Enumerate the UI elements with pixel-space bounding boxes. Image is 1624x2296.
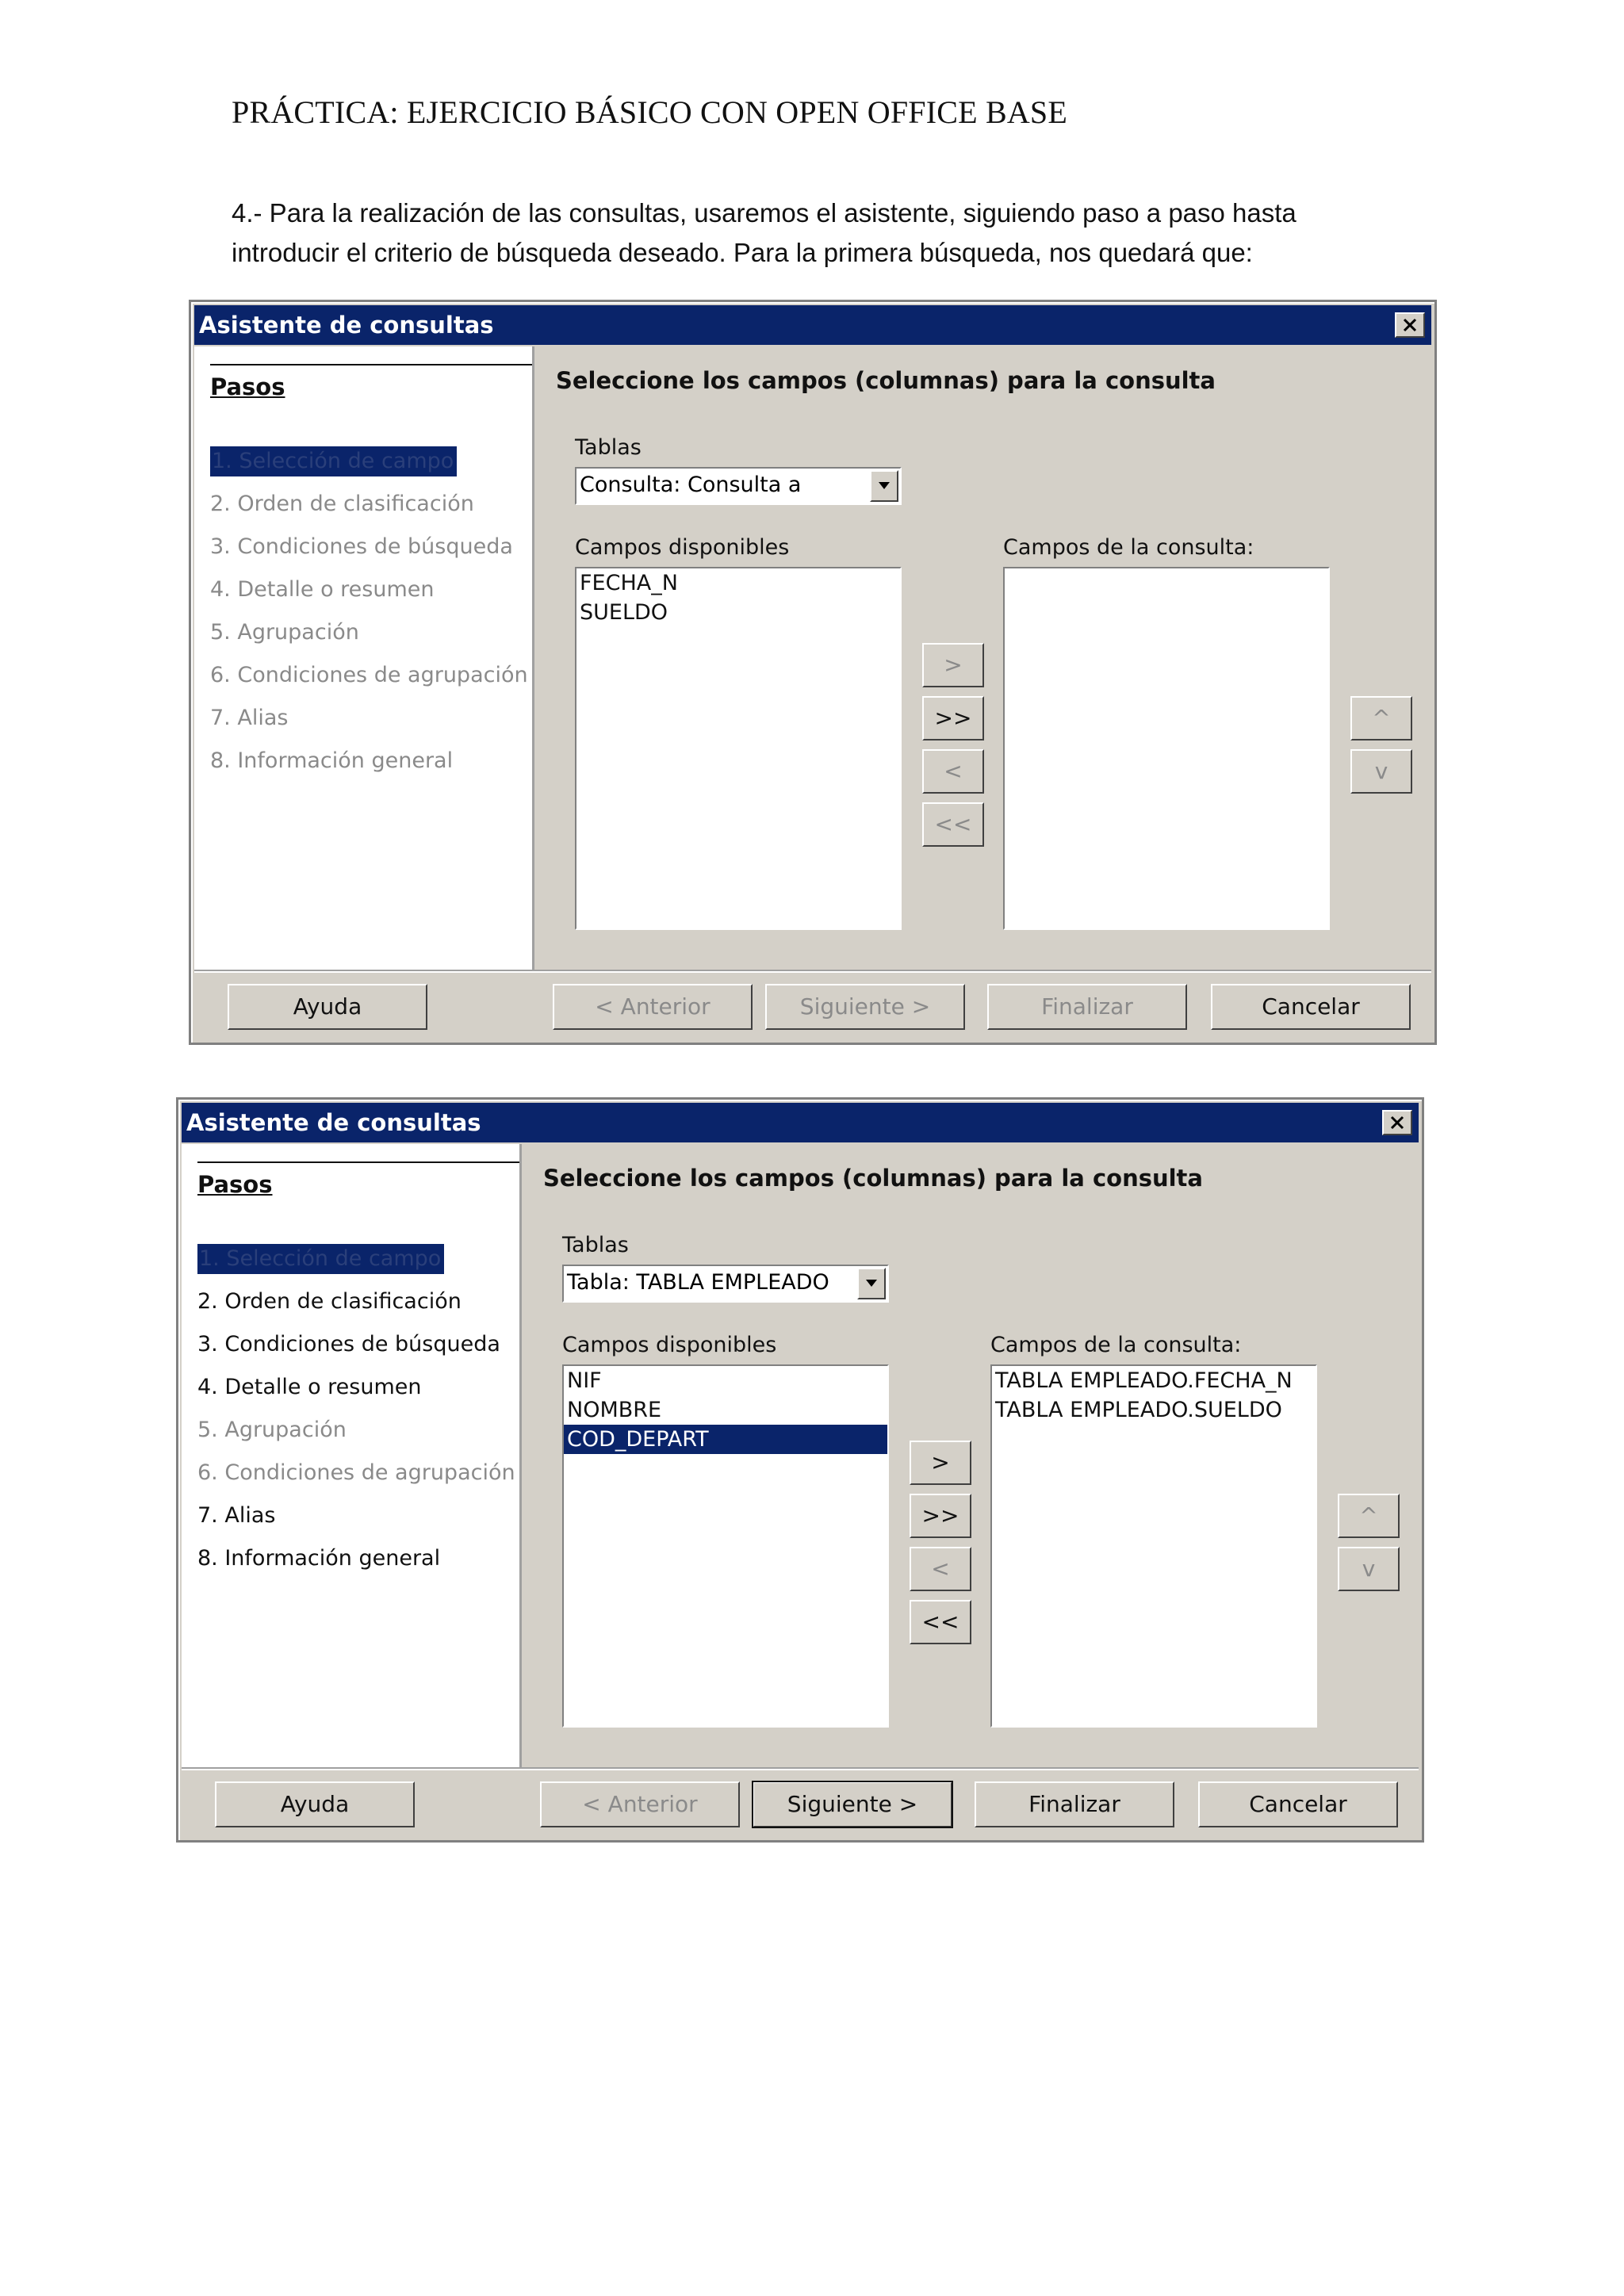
help-button[interactable]: Ayuda <box>228 984 427 1030</box>
move-up-button[interactable]: ^ <box>1338 1494 1400 1538</box>
dialog-title: Asistente de consultas <box>199 312 494 339</box>
list-item[interactable]: FECHA_N <box>580 571 678 595</box>
close-icon <box>1403 318 1417 332</box>
remove-field-button[interactable]: < <box>922 749 984 794</box>
intro-line: 4.- Para la realización de las consultas, usaremos el asistente, siguiendo paso a paso hasta <box>232 198 1297 228</box>
steps-divider <box>197 1161 519 1163</box>
dialog-titlebar[interactable] <box>182 1103 1419 1142</box>
move-down-button[interactable]: v <box>1350 749 1412 794</box>
move-down-button[interactable]: v <box>1338 1547 1400 1591</box>
step-grouping-conditions: 6. Condiciones de agrupación <box>197 1460 515 1485</box>
step-overview: 8. Información general <box>210 748 454 773</box>
query-fields-list[interactable] <box>1003 567 1330 930</box>
list-item[interactable]: NIF <box>567 1368 602 1393</box>
available-fields-label: Campos disponibles <box>562 1333 777 1357</box>
dropdown-button[interactable] <box>857 1268 886 1299</box>
tables-label: Tablas <box>562 1233 629 1257</box>
steps-panel <box>182 1144 522 1767</box>
finish-button[interactable]: Finalizar <box>975 1781 1174 1827</box>
step-sort-order: 2. Orden de clasificación <box>210 492 474 516</box>
query-wizard-dialog-2 <box>176 1097 1424 1843</box>
query-wizard-dialog-1 <box>189 300 1437 1045</box>
available-fields-label: Campos disponibles <box>575 535 790 560</box>
step-search-conditions: 3. Condiciones de búsqueda <box>210 534 513 559</box>
list-item[interactable]: NOMBRE <box>567 1398 662 1422</box>
footer-separator <box>182 1767 1419 1770</box>
steps-panel <box>194 346 534 970</box>
tables-combobox[interactable] <box>562 1265 889 1303</box>
add-field-button[interactable]: > <box>922 643 984 687</box>
help-button[interactable]: Ayuda <box>215 1781 415 1827</box>
step-sort-order[interactable]: 2. Orden de clasificación <box>197 1289 462 1314</box>
tables-combobox-value: Tabla: TABLA EMPLEADO <box>567 1270 829 1295</box>
add-all-fields-button[interactable]: >> <box>922 696 984 740</box>
back-button[interactable]: < Anterior <box>553 984 753 1030</box>
add-field-button[interactable]: > <box>910 1441 971 1485</box>
step-grouping: 5. Agrupación <box>197 1418 347 1442</box>
query-fields-label: Campos de la consulta: <box>990 1333 1242 1357</box>
step-aliases[interactable]: 7. Alias <box>197 1503 276 1528</box>
steps-heading: Pasos <box>210 373 285 400</box>
footer-separator <box>194 970 1431 973</box>
dropdown-button[interactable] <box>870 470 898 502</box>
intro-paragraph <box>232 193 1421 273</box>
section-heading: Seleccione los campos (columnas) para la consulta <box>543 1165 1203 1192</box>
step-grouping-conditions: 6. Condiciones de agrupación <box>210 663 528 687</box>
remove-field-button[interactable]: < <box>910 1547 971 1591</box>
steps-divider <box>210 364 532 365</box>
step-search-conditions[interactable]: 3. Condiciones de búsqueda <box>197 1332 500 1357</box>
step-grouping: 5. Agrupación <box>210 620 359 645</box>
steps-heading: Pasos <box>197 1171 273 1198</box>
chevron-down-icon <box>865 1279 878 1288</box>
query-fields-label: Campos de la consulta: <box>1003 535 1254 560</box>
page-title: PRÁCTICA: EJERCICIO BÁSICO CON OPEN OFFICE BASE <box>232 94 1067 130</box>
step-overview[interactable]: 8. Información general <box>197 1546 441 1571</box>
cancel-button[interactable]: Cancelar <box>1211 984 1411 1030</box>
query-fields-list[interactable] <box>990 1364 1317 1728</box>
list-item[interactable]: SUELDO <box>580 600 668 625</box>
close-button[interactable] <box>1395 312 1425 338</box>
dialog-titlebar[interactable] <box>194 305 1431 345</box>
chevron-down-icon <box>878 481 891 491</box>
cancel-button[interactable]: Cancelar <box>1198 1781 1398 1827</box>
tables-combobox-value: Consulta: Consulta a <box>580 473 802 497</box>
list-item[interactable]: TABLA EMPLEADO.FECHA_N <box>995 1368 1293 1393</box>
remove-all-fields-button[interactable]: << <box>910 1600 971 1644</box>
step-detail-summary[interactable]: 4. Detalle o resumen <box>197 1375 422 1399</box>
close-icon <box>1390 1115 1404 1130</box>
available-fields-list[interactable] <box>562 1364 889 1728</box>
remove-all-fields-button[interactable]: << <box>922 802 984 847</box>
tables-label: Tablas <box>575 435 642 460</box>
available-fields-list[interactable] <box>575 567 902 930</box>
dialog-title: Asistente de consultas <box>186 1109 481 1136</box>
list-item[interactable]: TABLA EMPLEADO.SUELDO <box>995 1398 1282 1422</box>
list-item[interactable]: COD_DEPART <box>564 1425 887 1454</box>
finish-button[interactable]: Finalizar <box>987 984 1187 1030</box>
intro-line: introducir el criterio de búsqueda deseado. Para la primera búsqueda, nos quedará que: <box>232 238 1253 267</box>
next-button[interactable]: Siguiente > <box>765 984 965 1030</box>
step-field-selection[interactable]: 1. Selección de campo <box>210 446 457 476</box>
move-up-button[interactable]: ^ <box>1350 696 1412 740</box>
add-all-fields-button[interactable]: >> <box>910 1494 971 1538</box>
back-button[interactable]: < Anterior <box>540 1781 740 1827</box>
step-aliases: 7. Alias <box>210 706 289 730</box>
close-button[interactable] <box>1382 1110 1412 1135</box>
step-detail-summary: 4. Detalle o resumen <box>210 577 435 602</box>
tables-combobox[interactable] <box>575 467 902 505</box>
step-field-selection[interactable]: 1. Selección de campo <box>197 1244 444 1274</box>
section-heading: Seleccione los campos (columnas) para la consulta <box>556 367 1216 394</box>
next-button[interactable]: Siguiente > <box>753 1781 952 1827</box>
